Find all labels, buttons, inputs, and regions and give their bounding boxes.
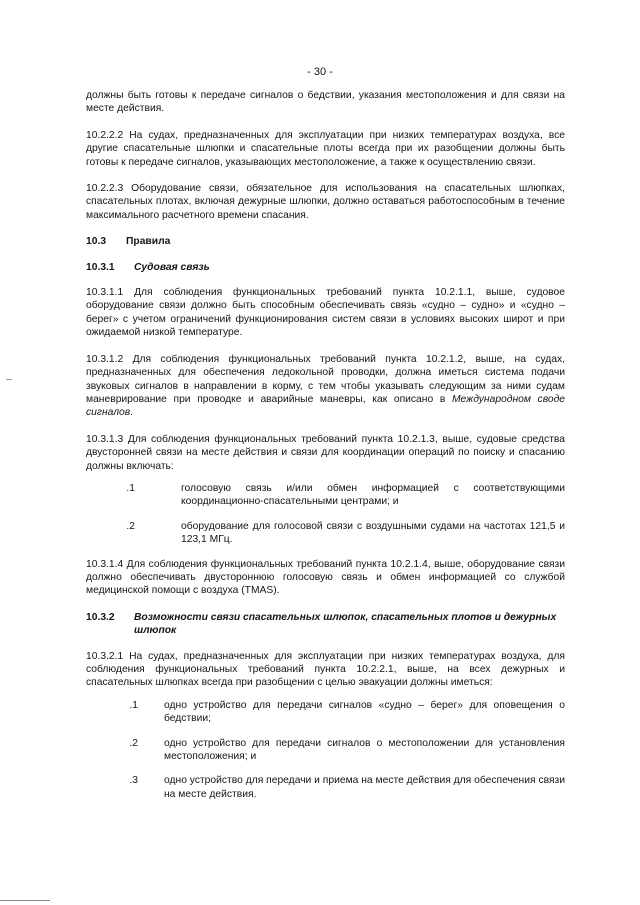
paragraph-10-3-1-3: 10.3.1.3 Для соблюдения функциональных требований пункта 10.2.1.3, выше, судовые средства двусторонней связи на месте действия и связи для координации операций по поиску и спасанию должны включать: [86,433,565,472]
list-10-3-2-1 [86,699,565,801]
paragraph-text: 10.3.1.2 Для соблюдения функциональных требований пункта 10.2.1.2, выше, на судах, предназначенных для обеспечения ледокольной проводки, должна иметься система подачи звуковых сигналов в направлении в корму, с тем чтобы указывать следующим за ними судам маневрирование при проводке и аварийные маневры, как описано в [86,353,565,405]
list-item-text: голосовую связь и/или обмен информацией с соответствующими координационно-спасательными центрами; и [181,482,565,508]
section-title: Судовая связь [134,261,210,273]
list-marker: .2 [126,520,135,532]
list-marker: .1 [126,482,135,494]
list-marker: .2 [129,737,138,749]
section-title: Правила [126,236,171,248]
section-heading-10-3-2 [86,611,565,638]
list-item [86,699,565,726]
list-item [86,482,565,509]
paragraph-10-3-1-1: 10.3.1.1 Для соблюдения функциональных требований пункта 10.2.1.1, выше, судовое оборудование связи должно быть способным обеспечивать связь «судно – судно» и «судно – берег» с учетом ограничений функционирования систем связи в условиях высоких широт и при ожидаемой низкой температуре. [86,287,565,339]
section-number: 10.3.2 [86,611,115,623]
list-item-text: одно устройство для передачи сигналов о местоположении для установления местоположения; и [164,737,565,763]
paragraph-10-3-1-4: 10.3.1.4 Для соблюдения функциональных требований пункта 10.2.1.4, выше, оборудование связи должно обеспечивать двустороннюю голосовую связь и обмен информацией со службой медицинской помощи с воздуха (TMAS). [86,558,565,597]
list-item-text: одно устройство для передачи сигналов «судно – берег» для оповещения о бедствии; [164,699,565,725]
section-number: 10.3 [86,236,107,248]
list-item-text: оборудование для голосовой связи с воздушными судами на частотах 121,5 и 123,1 МГц. [181,520,565,546]
list-marker: .1 [129,699,138,711]
margin-mark [6,379,12,380]
paragraph-10-3-2-1: 10.3.2.1 На судах, предназначенных для эксплуатации при низких температурах воздуха, для соблюдения функциональных требований пункта 10.2.2.1, выше, на всех дежурных и спасательных шлюпках всегда при разобщении с целью эвакуации должны иметься: [86,650,565,689]
section-number: 10.3.1 [86,261,115,273]
section-title: Возможности связи спасательных шлюпок, спасательных плотов и дежурных шлюпок [134,611,557,637]
paragraph-10-3-1-2 [86,353,565,420]
document-body [86,89,565,812]
section-heading-10-3-1 [86,261,565,274]
list-item-text: одно устройство для передачи и приема на месте действия для обеспечения связи на месте действия. [164,775,565,800]
paragraph-10-2-2-3: 10.2.2.3 Оборудование связи, обязательное для использования на спасательных шлюпках, спасательных плотах, включая дежурные шлюпки, должно оставаться работоспособным в течение максимального расчетного времени спасания. [86,183,565,221]
footer-rule [0,900,50,901]
page-number: - 30 - [307,66,333,78]
list-item [86,520,565,547]
list-marker: .3 [129,775,138,787]
paragraph-end: . [130,407,134,419]
paragraph-continuation: должны быть готовы к передаче сигналов о бедствии, указания местоположения и для связи на месте действия. [86,90,565,115]
paragraph-10-2-2-2: 10.2.2.2 На судах, предназначенных для эксплуатации при низких температурах воздуха, все другие спасательные шлюпки и спасательные плоты всегда при их разобщении должны быть готовы к передаче сигналов, указывающих местоположение, а также к осуществлению связи. [86,129,565,168]
list-item [86,774,565,801]
list-10-3-1-3 [86,482,565,547]
section-heading-10-3 [86,235,565,248]
publication-title: Международном своде сигналов [86,393,565,419]
list-item [86,737,565,764]
